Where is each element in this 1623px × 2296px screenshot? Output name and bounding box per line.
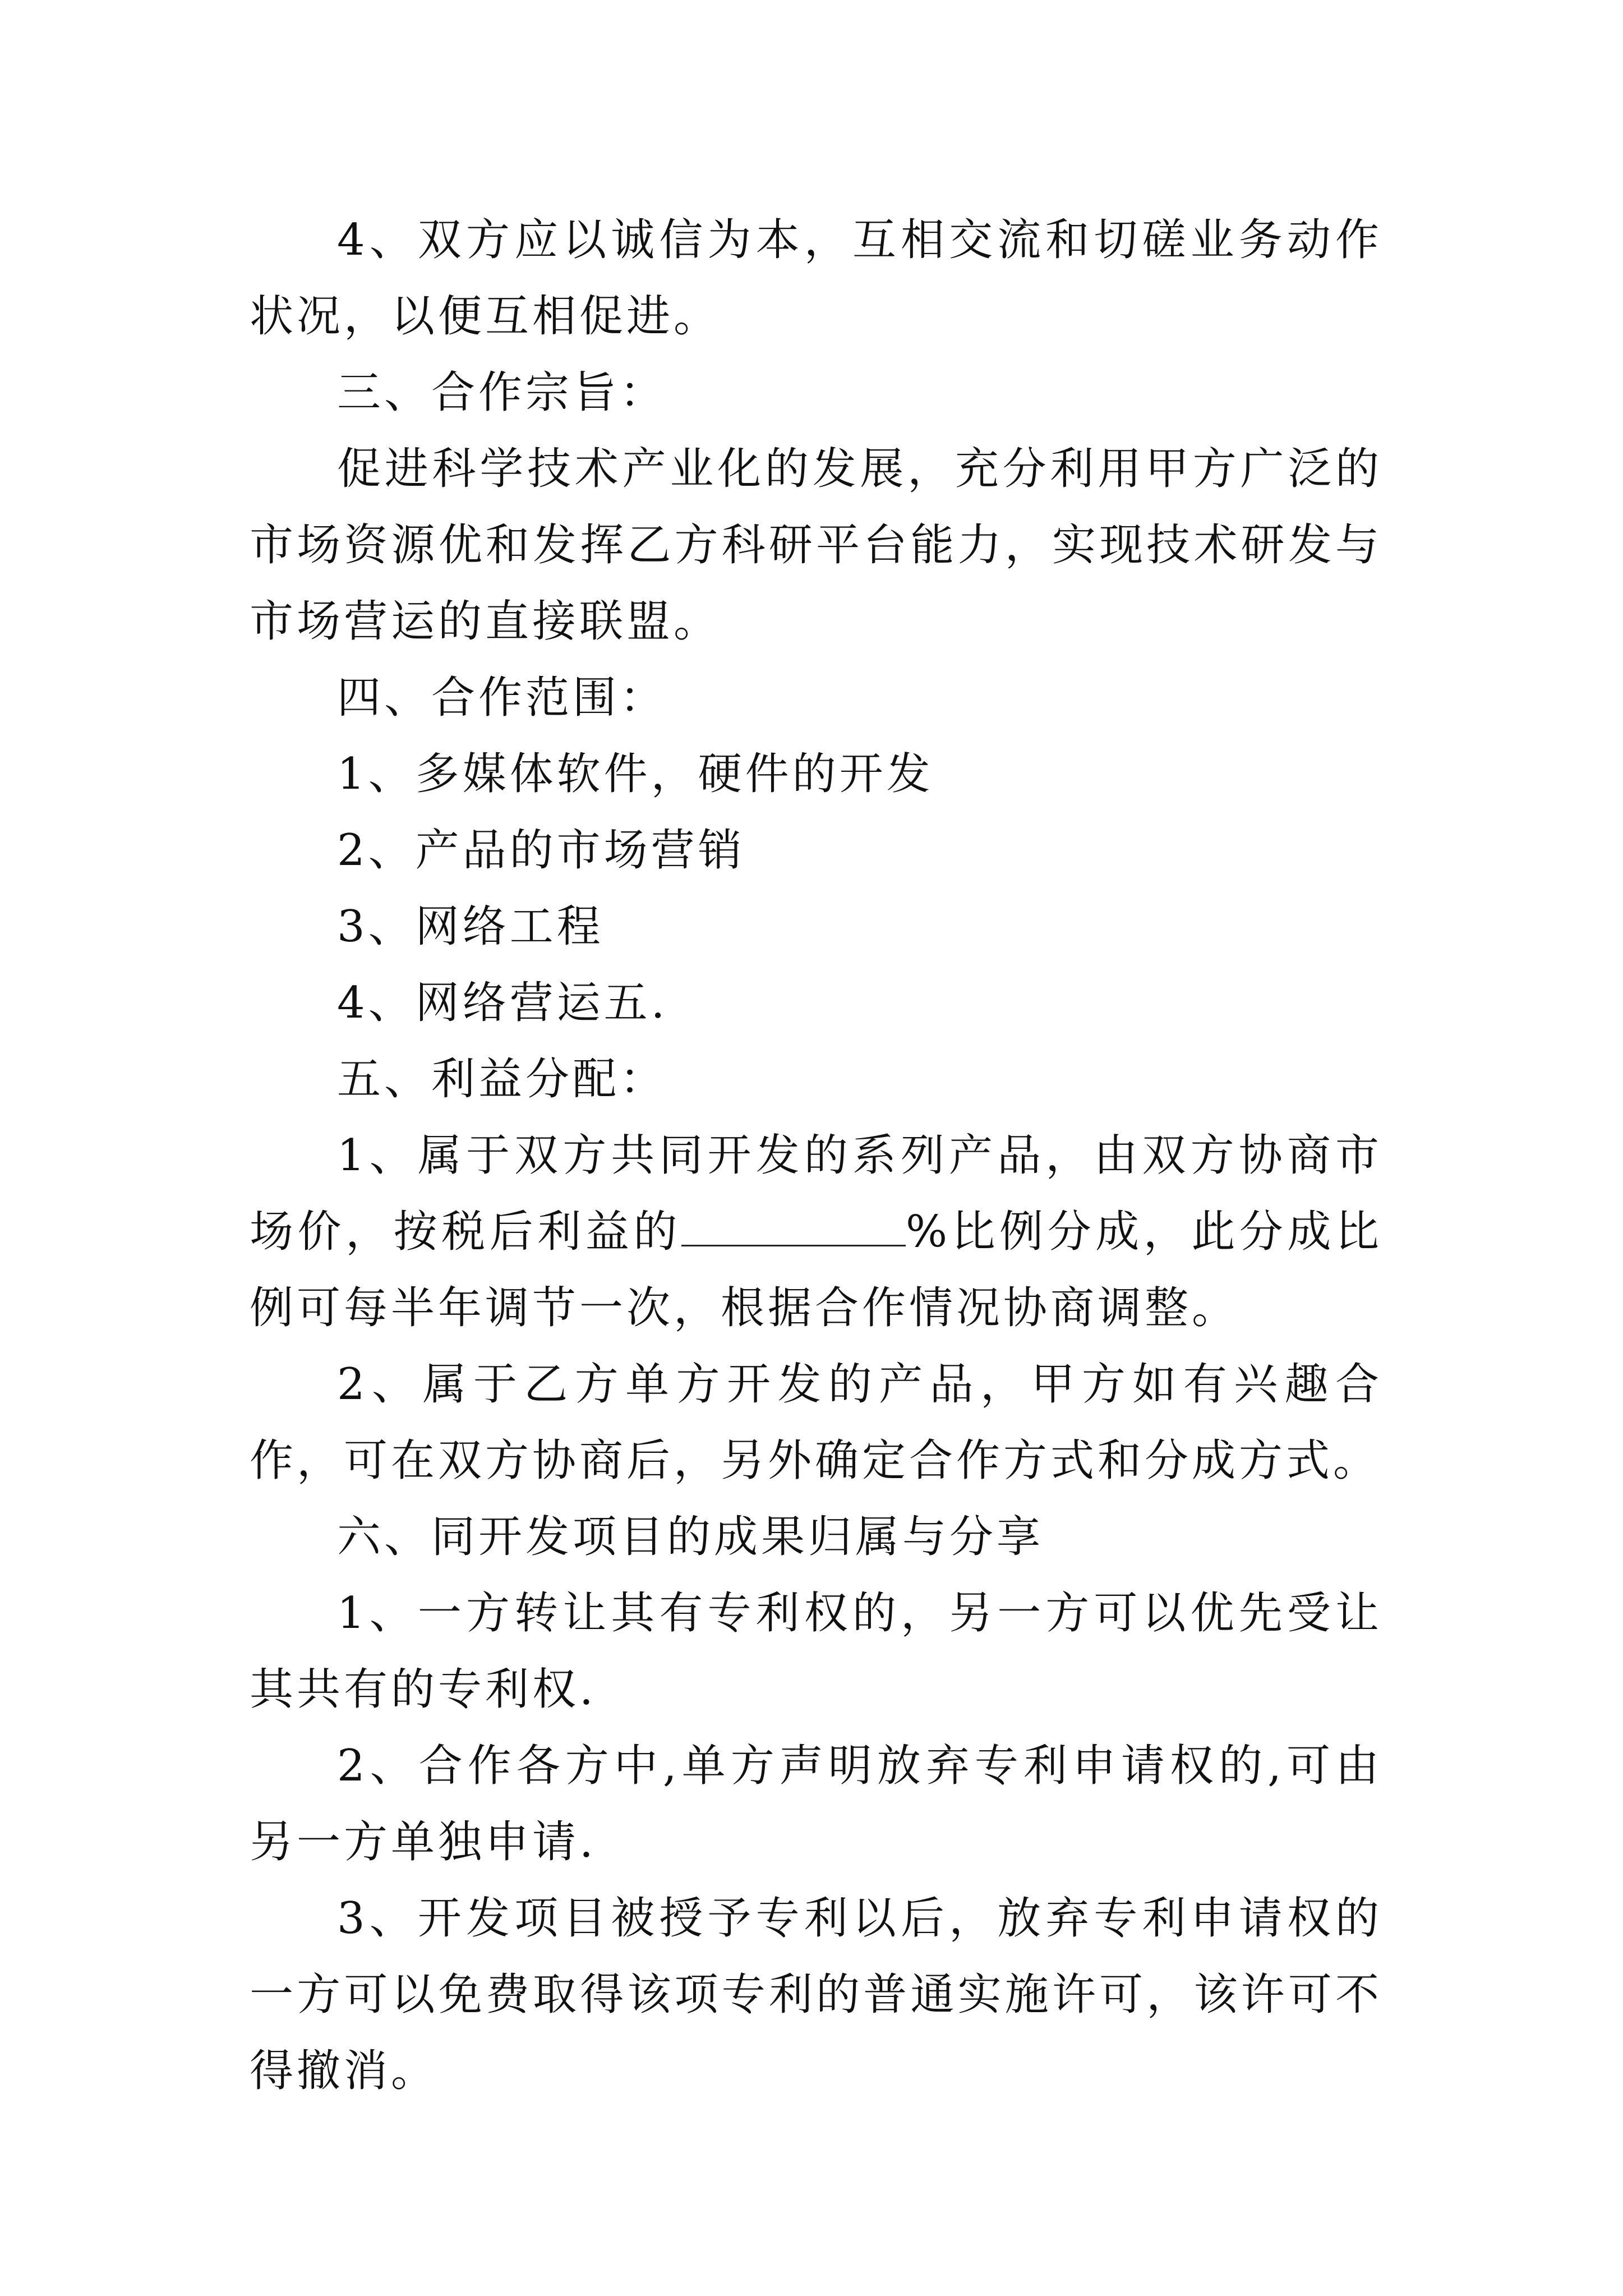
profit-text-before-blank: 1、属于双方共同开发的系列产品，由双方协商市场价，按税后利益的 xyxy=(250,1130,1382,1257)
list-item-scope-4: 4、网络营运五. xyxy=(337,978,668,1028)
percentage-blank xyxy=(681,1205,906,1246)
document-body xyxy=(250,202,1382,2109)
section-heading-results-ownership: 六、同开发项目的成果归属与分享 xyxy=(337,1512,1044,1562)
paragraph-item-4-honesty: 4、双方应以诚信为本，互相交流和切磋业务动作状况，以便互相促进。 xyxy=(250,215,1382,342)
section-heading-cooperation-purpose: 三、合作宗旨： xyxy=(337,367,667,418)
paragraph-ownership-1: 1、一方转让其有专利权的，另一方可以优先受让其共有的专利权. xyxy=(250,1588,1382,1715)
paragraph-profit-distribution-1 xyxy=(250,1117,1382,1346)
paragraph-ownership-3: 3、开发项目被授予专利以后，放弃专利申请权的一方可以免费取得该项专利的普通实施许可，该许可不得撤消。 xyxy=(250,1893,1382,2096)
list-item-scope-3: 3、网络工程 xyxy=(337,901,604,952)
profit-text-after-blank: %比例分成，此分成比例可每半年调节一次，根据合作情况协商调整。 xyxy=(250,1207,1382,1333)
paragraph-cooperation-purpose: 促进科学技术产业化的发展，充分利用甲方广泛的市场资源优和发挥乙方科研平台能力，实现技术研发与市场营运的直接联盟。 xyxy=(250,444,1382,647)
section-heading-profit-distribution: 五、利益分配： xyxy=(337,1054,667,1105)
paragraph-ownership-2: 2、合作各方中,单方声明放弃专利申请权的,可由另一方单独申请. xyxy=(250,1741,1382,1867)
list-item-scope-2: 2、产品的市场营销 xyxy=(337,825,745,876)
section-heading-cooperation-scope: 四、合作范围： xyxy=(337,673,667,723)
list-item-scope-1: 1、多媒体软件，硬件的开发 xyxy=(337,749,934,799)
paragraph-profit-distribution-2: 2、属于乙方单方开发的产品，甲方如有兴趣合作，可在双方协商后，另外确定合作方式和分成方式。 xyxy=(250,1359,1382,1486)
